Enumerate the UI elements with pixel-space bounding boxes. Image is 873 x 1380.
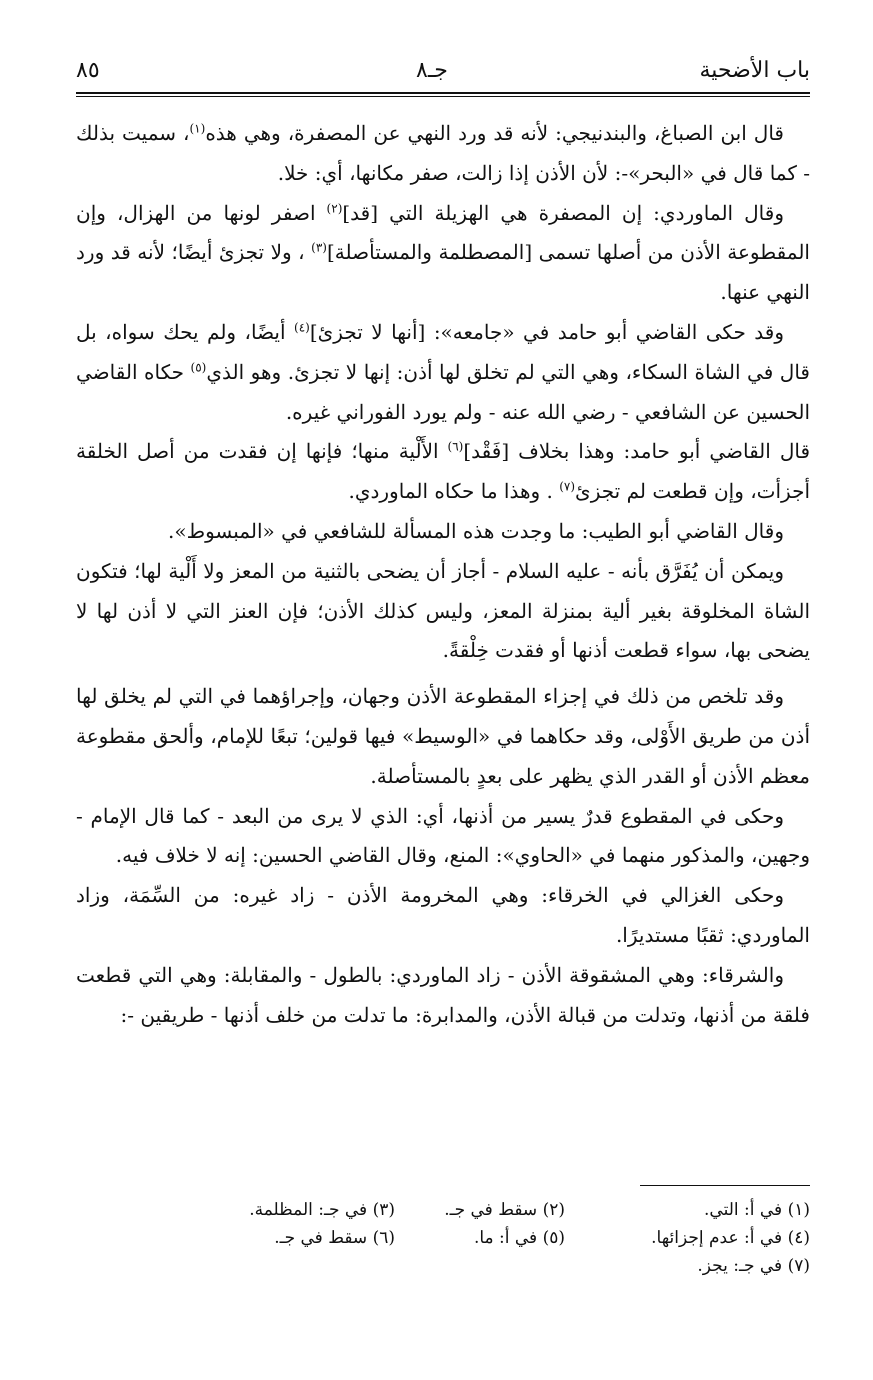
volume-label: جـ٨ <box>416 58 448 83</box>
footnote-separator <box>640 1185 810 1186</box>
footnote: (٢) سقط في جـ. <box>444 1200 565 1220</box>
main-text <box>76 114 810 1035</box>
footnote: (٣) في جـ: المظلمة. <box>249 1200 395 1220</box>
footnote: (٦) سقط في جـ. <box>274 1228 395 1248</box>
footnote: (٤) في أ: عدم إجزائها. <box>651 1228 810 1248</box>
chapter-title: باب الأضحية <box>699 58 810 83</box>
paragraph: وحكى الغزالي في الخرقاء: وهي المخرومة الأذن - زاد غيره: من السِّمَة، وزاد الماوردي: ثقبًا مستديرًا. <box>76 883 810 947</box>
paragraph: وحكى في المقطوع قدرٌ يسير من أذنها، أي: الذي لا يرى من البعد - كما قال الإمام - وجهين، والمذكور منهما في «الحاوي»: المنع، وقال القاضي الحسين: إنه لا خلاف فيه. <box>76 803 810 868</box>
footnote-row <box>76 1224 810 1252</box>
page-number: ٨٥ <box>76 58 100 83</box>
footnote-row <box>76 1196 810 1224</box>
footnote-row <box>76 1252 810 1280</box>
header-rule <box>76 92 810 94</box>
footnote: (٥) في أ: ما. <box>473 1228 565 1248</box>
footnote: (٧) في جـ: يجز. <box>697 1256 810 1276</box>
paragraph: قال القاضي أبو حامد: وهذا بخلاف [فَقْد]$^{(٦)}$ الأَلْية منها؛ فإنها إن فقدت من أصل الخلقة أجزأت، وإن قطعت لم تجزئ$^{(٧)}$ . وهذا ما حكاه الماوردي. <box>76 439 810 504</box>
paragraph: وقد تلخص من ذلك في إجزاء المقطوعة الأذن وجهان، وإجراؤهما في التي لم يخلق لها أذن من طريق الأَوْلى، وقد حكاهما في «الوسيط» فيها قولين؛ تبعًا للإمام، وألحق مقطوعة معظم الأذن أو القدر الذي يظهر على بعدٍ بالمستأصلة. <box>76 684 810 788</box>
page-header <box>76 50 810 92</box>
paragraph: وقال الماوردي: إن المصفرة هي الهزيلة التي [قد]$^{(٢)}$ اصفر لونها من الهزال، وإن المقطوعة الأذن من أصلها تسمى [المصطلمة والمستأصلة]$^{(٣)}$ ، ولا تجزئ أيضًا؛ لأنه قد ورد النهي عنها. <box>76 200 810 305</box>
footnotes <box>76 1196 810 1280</box>
paragraph: والشرقاء: وهي المشقوقة الأذن - زاد الماوردي: بالطول - والمقابلة: وهي التي قطعت فلقة من أذنها، وتدلت من قبالة الأذن، والمدابرة: ما تدلت من خلف أذنها - طريقين -: <box>76 962 810 1027</box>
footnote: (١) في أ: التي. <box>704 1200 810 1220</box>
paragraph: قال ابن الصباغ، والبندنيجي: لأنه قد ورد النهي عن المصفرة، وهي هذه$^{(١)}$، سميت بذلك - كما قال في «البحر»-: لأن الأذن إذا زالت، صفر مكانها، أي: خلا. <box>76 121 810 185</box>
paragraph: وقد حكى القاضي أبو حامد في «جامعه»: [أنها لا تجزئ]$^{(٤)}$ أيضًا، ولم يحك سواه، بل قال في الشاة السكاء، وهي التي لم تخلق لها أذن: إنها لا تجزئ. وهو الذي$^{(٥)}$ حكاه القاضي الحسين عن الشافعي - رضي الله عنه - ولم يورد الفوراني غيره. <box>76 319 810 424</box>
paragraph: ويمكن أن يُفَرَّق بأنه - عليه السلام - أجاز أن يضحى بالثنية من المعز ولا أَلْية لها؛ فتكون الشاة المخلوقة بغير ألية بمنزلة المعز، وليس كذلك الأذن؛ فإن العنز التي لا أذن لها لا يضحى بها، سواء قطعت أذنها أو فقدت خِلْقةً. <box>76 558 810 663</box>
header-rule-thin <box>76 96 810 97</box>
paragraph: وقال القاضي أبو الطيب: ما وجدت هذه المسألة للشافعي في «المبسوط». <box>167 518 784 543</box>
book-page <box>76 50 810 1276</box>
